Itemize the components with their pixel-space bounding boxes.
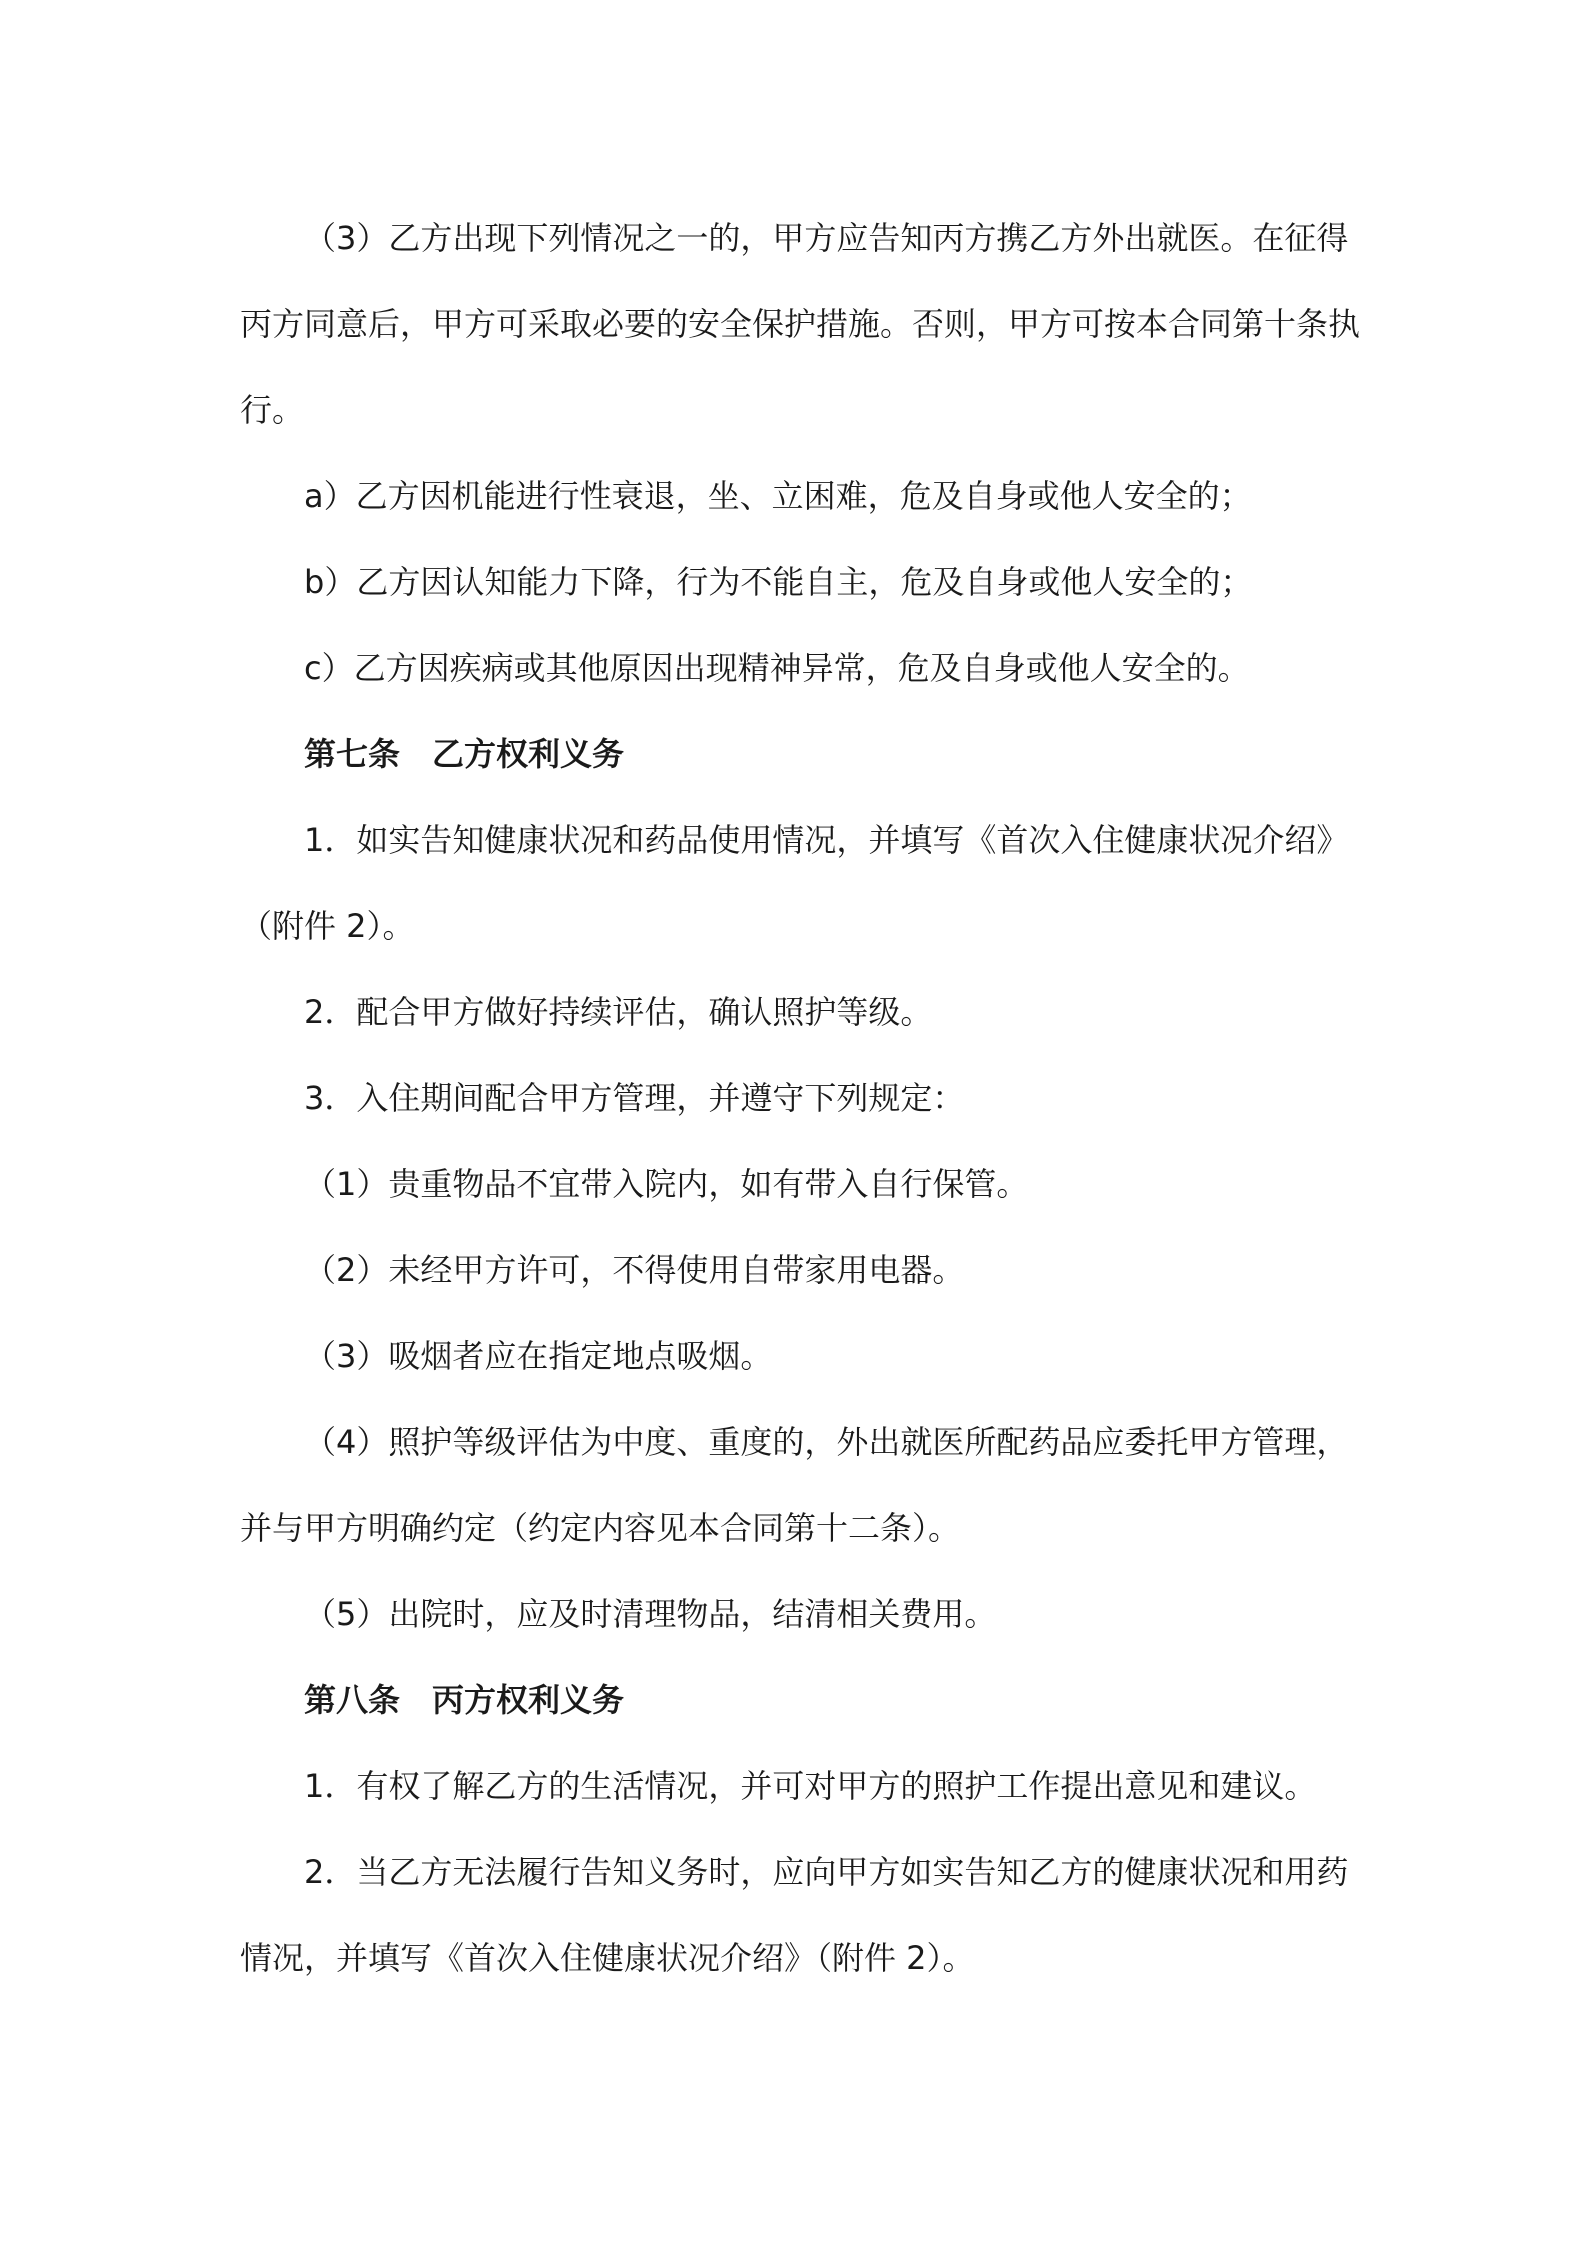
- paragraph-clause-3: （3）乙方出现下列情况之一的，甲方应告知丙方携乙方外出就医。在征得丙方同意后，甲方可采取必要的安全保护措施。否则，甲方可按本合同第十条执行。: [240, 219, 1361, 429]
- paragraph-rule-1: （1）贵重物品不宜带入院内，如有带入自行保管。: [304, 1165, 1029, 1203]
- paragraph-item-b: b）乙方因认知能力下降，行为不能自主，危及自身或他人安全的；: [304, 563, 1253, 601]
- paragraph-rule-4: （4）照护等级评估为中度、重度的，外出就医所配药品应委托甲方管理，并与甲方明确约定（约定内容见本合同第十二条）。: [240, 1423, 1349, 1547]
- paragraph-rule-2: （2）未经甲方许可，不得使用自带家用电器。: [304, 1251, 965, 1289]
- paragraph-item-a: a）乙方因机能进行性衰退，坐、立困难，危及自身或他人安全的；: [304, 477, 1252, 515]
- section-heading-article-7: 第七条 乙方权利义务: [304, 735, 625, 773]
- paragraph-rule-3: （3）吸烟者应在指定地点吸烟。: [304, 1337, 773, 1375]
- document-page: [240, 195, 1360, 2001]
- paragraph-article7-item-1: 1．如实告知健康状况和药品使用情况，并填写《首次入住健康状况介绍》（附件 2）。: [240, 821, 1349, 945]
- paragraph-article7-item-3: 3．入住期间配合甲方管理，并遵守下列规定：: [304, 1079, 965, 1117]
- paragraph-article7-item-2: 2．配合甲方做好持续评估，确认照护等级。: [304, 993, 933, 1031]
- paragraph-article8-item-1: 1．有权了解乙方的生活情况，并可对甲方的照护工作提出意见和建议。: [304, 1767, 1317, 1805]
- section-heading-article-8: 第八条 丙方权利义务: [304, 1681, 625, 1719]
- paragraph-item-c: c）乙方因疾病或其他原因出现精神异常，危及自身或他人安全的。: [304, 649, 1250, 687]
- paragraph-article8-item-2: 2．当乙方无法履行告知义务时，应向甲方如实告知乙方的健康状况和用药情况，并填写《首次入住健康状况介绍》（附件 2）。: [240, 1853, 1349, 1977]
- paragraph-rule-5: （5）出院时，应及时清理物品，结清相关费用。: [304, 1595, 997, 1633]
